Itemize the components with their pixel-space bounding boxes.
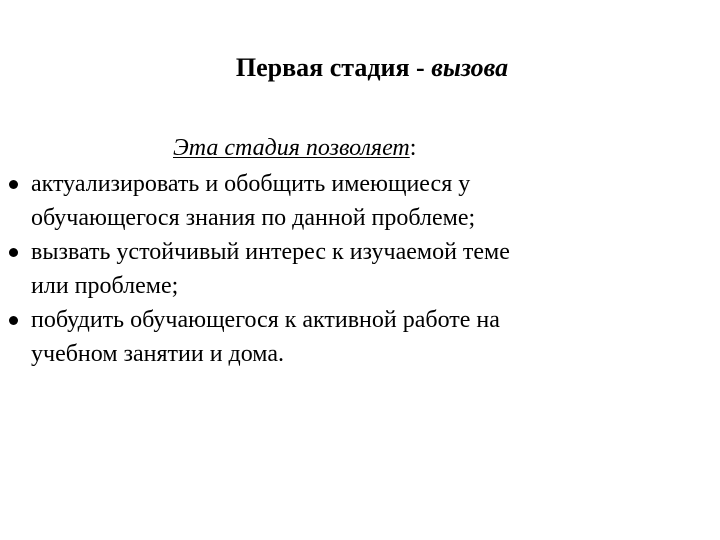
bullet-line: побудить обучающегося к активной работе на bbox=[31, 307, 500, 333]
bullet-item bbox=[0, 303, 640, 371]
bullet-dot-icon bbox=[9, 180, 18, 189]
slide-title bbox=[0, 52, 720, 84]
title-emphasis-text: вызова bbox=[431, 53, 509, 82]
intro-line bbox=[173, 133, 416, 163]
bullet-line: вызвать устойчивый интерес к изучаемой теме bbox=[31, 239, 510, 265]
bullet-item bbox=[0, 235, 640, 303]
intro-emphasis-text: Эта стадия позволяет bbox=[173, 135, 410, 161]
title-plain-text: Первая стадия - bbox=[235, 53, 432, 82]
bullet-dot-icon bbox=[9, 248, 18, 257]
bullet-line: или проблеме; bbox=[31, 273, 179, 299]
bullet-list bbox=[0, 167, 640, 371]
bullet-item bbox=[0, 167, 640, 235]
bullet-line: обучающегося знания по данной проблеме; bbox=[31, 205, 476, 231]
bullet-line: актуализировать и обобщить имеющиеся у bbox=[31, 171, 471, 197]
bullet-line: учебном занятии и дома. bbox=[31, 341, 284, 367]
intro-colon: : bbox=[409, 135, 417, 161]
bullet-dot-icon bbox=[9, 316, 18, 325]
